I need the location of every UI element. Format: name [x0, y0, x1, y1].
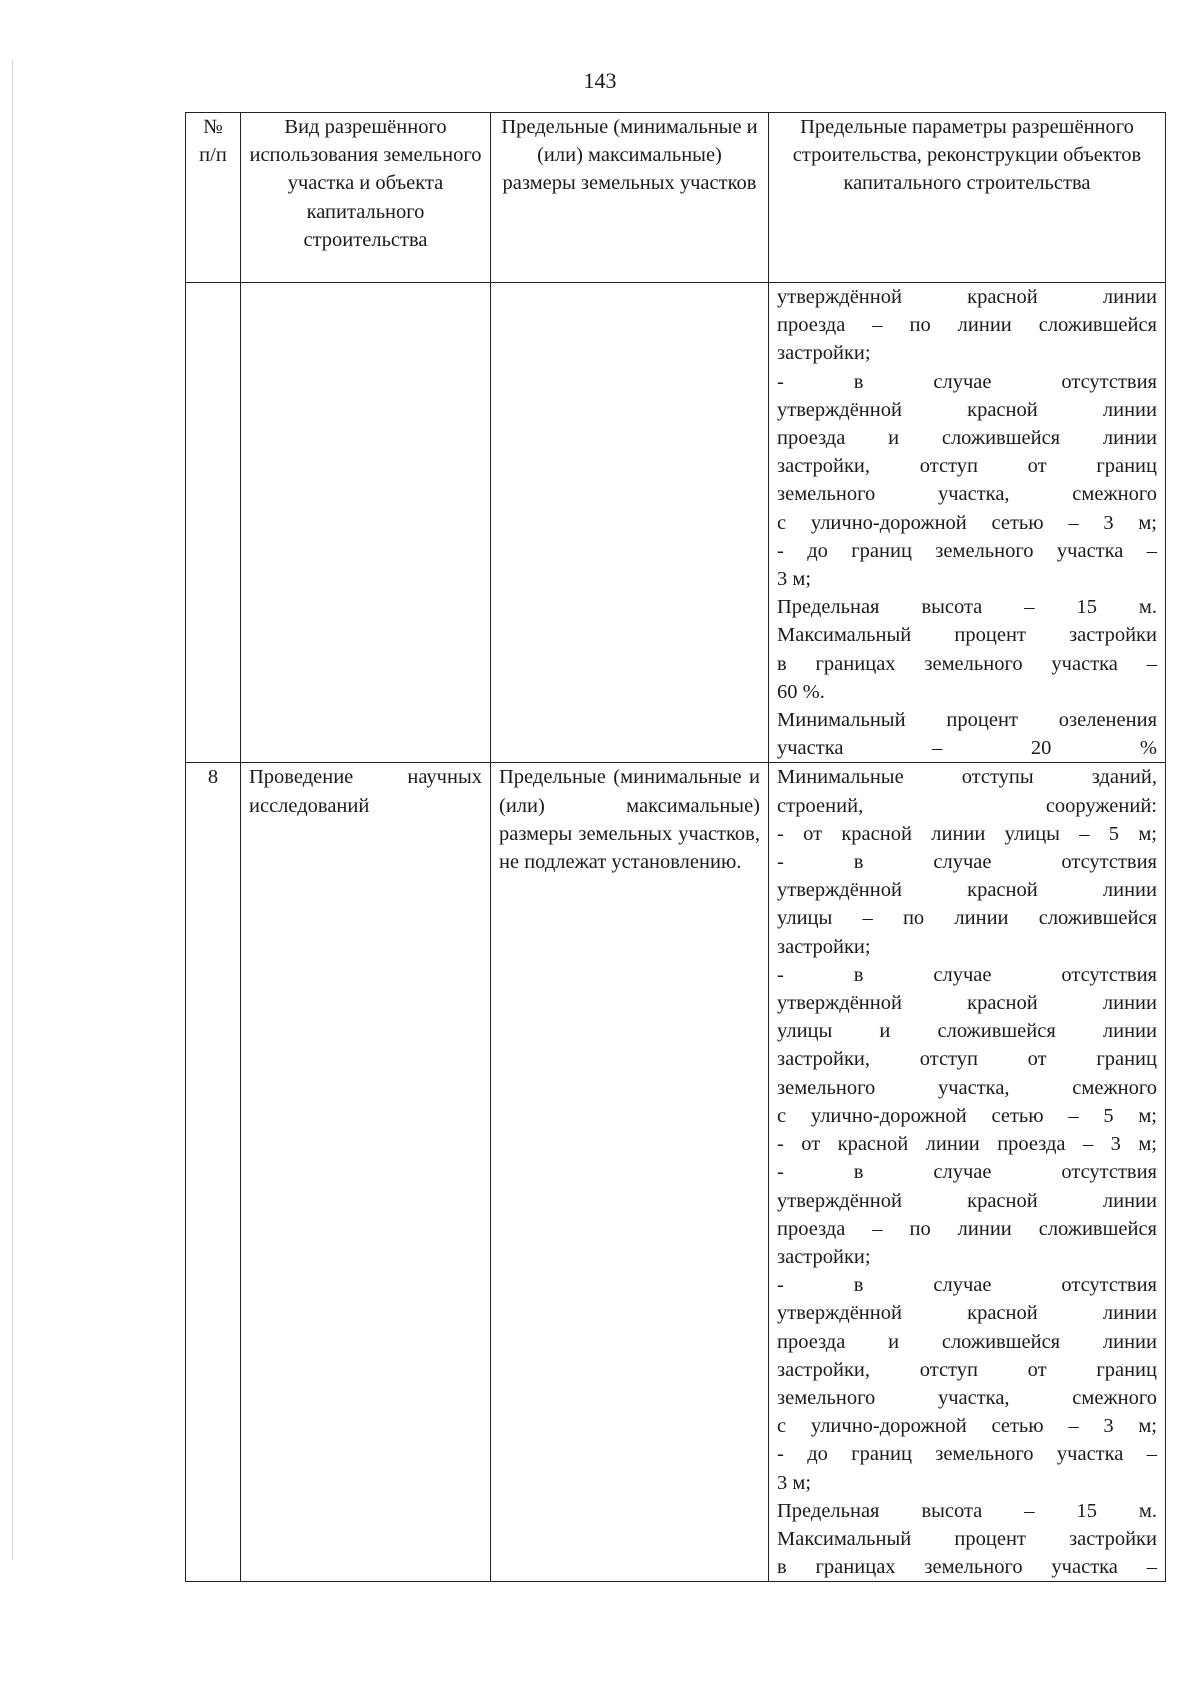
params-line: застройки; [777, 935, 871, 958]
params-line: земельного участка, смежного [777, 1076, 1157, 1099]
params-line: с улично-дорожной сетью – 5 м; [777, 1104, 1157, 1127]
cell-construction-params [769, 283, 1166, 763]
table-row [186, 763, 1166, 1582]
header-use-type: Вид разрешённого использования земельного участка и объекта капитального строительства [241, 113, 491, 283]
params-line: - до границ земельного участка – [777, 1443, 1157, 1466]
params-line: проезда и сложившейся линии [777, 1330, 1157, 1353]
params-line: земельного участка, смежного [777, 1386, 1157, 1409]
params-line: - в случае отсутствия [777, 1161, 1157, 1184]
params-line: проезда и сложившейся линии [777, 427, 1157, 450]
params-line: Предельная высота – 15 м. [777, 596, 1157, 619]
params-line: 60 %. [777, 680, 825, 703]
params-line: Минимальный процент озеленения [777, 709, 1157, 732]
params-line: застройки; [777, 342, 871, 365]
header-number: № п/п [186, 113, 241, 283]
page-number: 143 [583, 68, 617, 93]
params-line: застройки, отступ от границ [777, 1358, 1157, 1381]
params-line: - в случае отсутствия [777, 963, 1157, 986]
scan-margin-line [12, 60, 13, 1560]
cell-use-type: Проведение научных исследований [241, 763, 491, 1582]
params-line: Максимальный процент застройки [777, 1527, 1157, 1550]
params-line: - от красной линии проезда – 3 м; [777, 1133, 1157, 1156]
params-line: застройки; [777, 1245, 871, 1268]
cell-number [186, 283, 241, 763]
params-line: улицы и сложившейся линии [777, 1020, 1157, 1043]
params-line: 3 м; [777, 568, 812, 591]
table-row-continued [186, 283, 1166, 763]
table-header-row [186, 113, 1166, 283]
params-line: - до границ земельного участка – [777, 539, 1157, 562]
params-text [777, 763, 1157, 1581]
params-line: участка – 20 % [777, 737, 1157, 760]
params-line: утверждённой красной линии [777, 1302, 1157, 1325]
cell-number: 8 [186, 763, 241, 1582]
params-line: утверждённой красной линии [777, 1189, 1157, 1212]
params-line: утверждённой красной линии [777, 286, 1157, 308]
header-plot-sizes: Предельные (минимальные и (или) максимальные) размеры земельных участков [491, 113, 769, 283]
params-line: проезда – по линии сложившейся [777, 1217, 1157, 1240]
header-construction-params: Предельные параметры разрешённого строительства, реконструкции объектов капитального строительства [769, 113, 1166, 283]
params-line: - от красной линии улицы – 5 м; [777, 822, 1157, 845]
cell-construction-params [769, 763, 1166, 1582]
params-line: - в случае отсутствия [777, 370, 1157, 393]
params-line: утверждённой красной линии [777, 992, 1157, 1015]
params-line: строений, сооружений: [777, 794, 1157, 817]
cell-plot-sizes [491, 283, 769, 763]
params-line: с улично-дорожной сетью – 3 м; [777, 1415, 1157, 1438]
params-line: в границах земельного участка – [777, 652, 1157, 675]
params-line: - в случае отсутствия [777, 1274, 1157, 1297]
params-line: - в случае отсутствия [777, 851, 1157, 874]
params-text [777, 283, 1157, 762]
params-line: земельного участка, смежного [777, 483, 1157, 506]
params-line: 3 м; [777, 1471, 812, 1494]
params-line: утверждённой красной линии [777, 879, 1157, 902]
params-line: застройки, отступ от границ [777, 455, 1157, 478]
params-line: с улично-дорожной сетью – 3 м; [777, 511, 1157, 534]
params-line: утверждённой красной линии [777, 398, 1157, 421]
params-line: Предельная высота – 15 м. [777, 1499, 1157, 1522]
cell-plot-sizes: Предельные (минимальные и (или) максимальные) размеры земельных участков, не подлежат установлению. [491, 763, 769, 1582]
params-line: улицы – по линии сложившейся [777, 907, 1157, 930]
params-line: застройки, отступ от границ [777, 1048, 1157, 1071]
params-line: Минимальные отступы зданий, [777, 766, 1157, 789]
regulations-table [185, 112, 1166, 1582]
params-line: Максимальный процент застройки [777, 624, 1157, 647]
params-line: в границах земельного участка – [777, 1556, 1157, 1579]
cell-use-type [241, 283, 491, 763]
params-line: проезда – по линии сложившейся [777, 314, 1157, 337]
